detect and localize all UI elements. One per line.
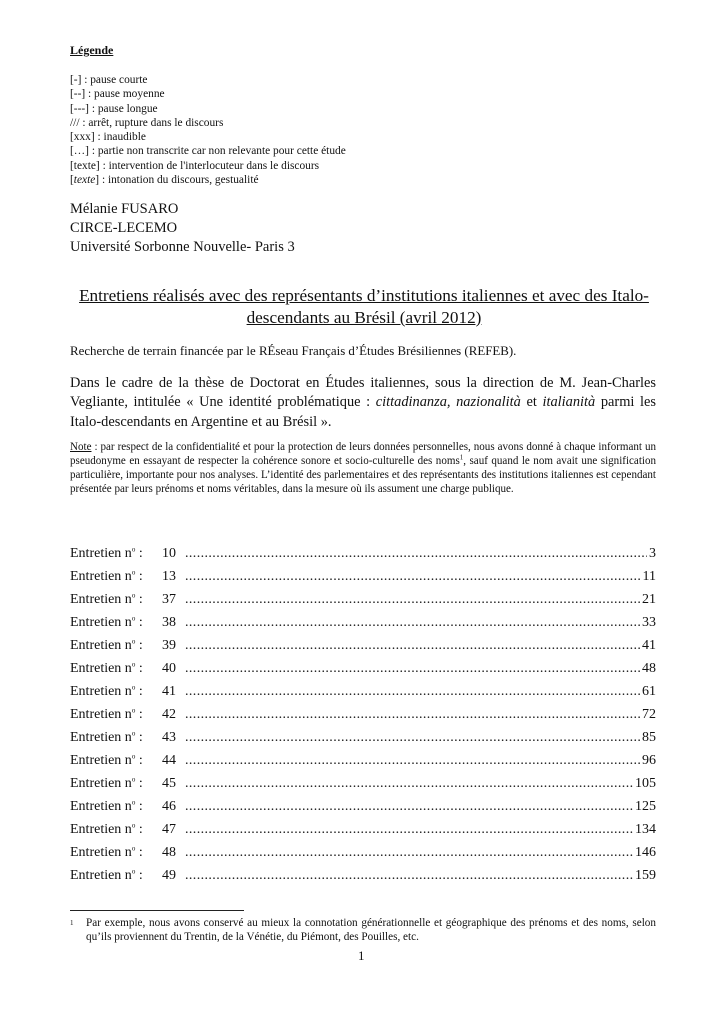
- author-lab: CIRCE-LECEMO: [70, 220, 178, 236]
- toc-entry[interactable]: [70, 730, 656, 753]
- page-number: 1: [358, 948, 365, 963]
- thesis-italic-term: italianità: [542, 394, 596, 411]
- toc-entry-label: Entretien $n^o$ :: [70, 591, 143, 607]
- toc-entry-number: 42: [162, 707, 176, 722]
- toc-entry-page: 105: [635, 776, 656, 791]
- toc-entry-number: 13: [162, 569, 176, 584]
- toc-entry-page: 41: [642, 638, 656, 653]
- toc-entry-number: 38: [162, 615, 176, 630]
- legend-item: […] : partie non transcrite car non relevante pour cette étude: [70, 145, 346, 158]
- toc-entry-page: 159: [635, 868, 656, 883]
- toc-entry-label: Entretien $n^o$ :: [70, 729, 143, 745]
- toc-entry-number: 44: [162, 753, 176, 768]
- author-university: Université Sorbonne Nouvelle- Paris 3: [70, 239, 295, 255]
- toc-entry-page: 96: [642, 753, 656, 768]
- toc-dot-leader: [185, 661, 640, 677]
- toc-entry-number: 41: [162, 684, 176, 699]
- toc-entry[interactable]: [70, 684, 656, 707]
- author-block: [70, 200, 295, 257]
- toc-entry[interactable]: [70, 592, 656, 615]
- thesis-italic-term: cittadinanza, nazionalità: [375, 394, 521, 411]
- legend-list: [70, 73, 630, 187]
- toc-entry-page: 72: [642, 707, 656, 722]
- funding-line: Recherche de terrain financée par le RÉseau Français d’Études Brésiliennes (REFEB).: [70, 344, 517, 358]
- toc-entry-label: Entretien $n^o$ :: [70, 844, 143, 860]
- thesis-paragraph: [70, 374, 656, 432]
- toc-entry[interactable]: [70, 776, 656, 799]
- legend-item: /// : arrêt, rupture dans le discours: [70, 116, 224, 129]
- toc-dot-leader: [185, 868, 633, 884]
- legend-italic-word: texte: [73, 174, 96, 187]
- toc-entry-label: Entretien $n^o$ :: [70, 568, 143, 584]
- toc-dot-leader: [185, 684, 640, 700]
- toc-dot-leader: [185, 707, 640, 723]
- toc-entry-number: 47: [162, 822, 176, 837]
- legend-item: [xxx] : inaudible: [70, 131, 146, 144]
- toc-entry-label: Entretien $n^o$ :: [70, 545, 143, 561]
- toc-entry[interactable]: [70, 822, 656, 845]
- toc-entry-label: Entretien $n^o$ :: [70, 821, 143, 837]
- footnote-mark: 1: [70, 919, 74, 927]
- note-label: Note: [70, 441, 92, 453]
- legend-item: [texte] : intervention de l'interlocuteur dans le discours: [70, 159, 320, 172]
- toc-entry-page: 21: [642, 592, 656, 607]
- toc-entry-number: 43: [162, 730, 176, 745]
- legend-item: [---] : pause longue: [70, 102, 158, 115]
- toc-dot-leader: [185, 776, 633, 792]
- toc-entry[interactable]: [70, 615, 656, 638]
- toc-dot-leader: [185, 546, 647, 562]
- toc-dot-leader: [185, 615, 640, 631]
- toc-entry-page: 134: [635, 822, 656, 837]
- toc-entry[interactable]: [70, 661, 656, 684]
- toc-entry-page: 48: [642, 661, 656, 676]
- note-paragraph: [70, 441, 656, 497]
- thesis-text: parmi les Italo-descendants en Argentine et au Brésil ».: [70, 394, 657, 430]
- toc-entry[interactable]: [70, 546, 656, 569]
- toc-entry-label: Entretien $n^o$ :: [70, 775, 143, 791]
- toc-dot-leader: [185, 569, 641, 585]
- toc-entry[interactable]: [70, 799, 656, 822]
- author-name: Mélanie FUSARO: [70, 201, 179, 217]
- note-text: : par respect de la confidentialité et pour la protection de leurs données personnelles, nous avons donné à chaque informant un pseudonyme en essayant de respecter la cohérence sonore et socio-culturelle des noms: [70, 441, 656, 467]
- toc-entry-number: 39: [162, 638, 176, 653]
- toc-dot-leader: [185, 822, 633, 838]
- toc-entry[interactable]: [70, 868, 656, 891]
- note-text: , sauf quand le nom avait une signification particulière, importante pour nos analyses. L’identité des parlementaires et des représentants des institutions italiennes est cependant présentée par leurs prénoms et noms véritables, dans la mesure où ils assument une charge publique.: [70, 454, 656, 495]
- toc-entry-page: 125: [635, 799, 656, 814]
- toc-entry-number: 40: [162, 661, 176, 676]
- toc-entry-number: 48: [162, 845, 176, 860]
- toc-entry-label: Entretien $n^o$ :: [70, 798, 143, 814]
- toc-entry-page: 3: [649, 546, 656, 561]
- toc-entry-number: 49: [162, 868, 176, 883]
- legend-title: Légende: [70, 43, 114, 57]
- footnote-text: Par exemple, nous avons conservé au mieux la connotation générationnelle et géographique des prénoms et des noms, selon qu’ils proviennent du Trentin, de la Vénétie, du Piémont, des Pouilles, etc.: [86, 917, 656, 943]
- toc-entry-label: Entretien $n^o$ :: [70, 706, 143, 722]
- toc-entry-page: 146: [635, 845, 656, 860]
- toc-dot-leader: [185, 730, 640, 746]
- toc-entry[interactable]: [70, 638, 656, 661]
- legend-item-italic: [texte] : intonation du discours, gestualité: [70, 174, 259, 187]
- footnote-reference[interactable]: 1: [459, 453, 464, 462]
- toc-entry-page: 11: [642, 569, 656, 584]
- document-title: Entretiens réalisés avec des représentants d’institutions italiennes et avec des Italo-descendants au Brésil (avril 2012): [79, 286, 649, 327]
- table-of-contents: [70, 546, 656, 891]
- legend-item: [-] : pause courte: [70, 74, 148, 86]
- toc-entry-number: 37: [162, 592, 176, 607]
- toc-entry[interactable]: [70, 569, 656, 592]
- toc-dot-leader: [185, 845, 633, 861]
- toc-entry-number: 46: [162, 799, 176, 814]
- toc-dot-leader: [185, 638, 640, 654]
- legend-italic-rest: ] : intonation du discours, gestualité: [95, 174, 259, 187]
- toc-entry-label: Entretien $n^o$ :: [70, 637, 143, 653]
- toc-dot-leader: [185, 799, 633, 815]
- toc-entry-page: 85: [642, 730, 656, 745]
- toc-entry-label: Entretien $n^o$ :: [70, 752, 143, 768]
- toc-entry-page: 33: [642, 615, 656, 630]
- toc-entry-label: Entretien $n^o$ :: [70, 683, 143, 699]
- toc-entry[interactable]: [70, 707, 656, 730]
- toc-entry-page: 61: [642, 684, 656, 699]
- footnote-divider: [70, 910, 244, 911]
- toc-entry[interactable]: [70, 753, 656, 776]
- toc-entry-number: 10: [162, 546, 176, 561]
- toc-entry-label: Entretien $n^o$ :: [70, 660, 143, 676]
- toc-entry[interactable]: [70, 845, 656, 868]
- toc-dot-leader: [185, 753, 640, 769]
- legend-item: [--] : pause moyenne: [70, 88, 165, 101]
- toc-entry-label: Entretien $n^o$ :: [70, 614, 143, 630]
- toc-entry-number: 45: [162, 776, 176, 791]
- toc-dot-leader: [185, 592, 640, 608]
- thesis-text: et: [520, 394, 543, 411]
- toc-entry-label: Entretien $n^o$ :: [70, 867, 143, 883]
- thesis-text: Dans le cadre de la thèse de Doctorat en Études italiennes, sous la direction de M. Jean-Charles Vegliante, intitulée « Une identité problématique :: [70, 375, 656, 411]
- footnote: [70, 916, 656, 944]
